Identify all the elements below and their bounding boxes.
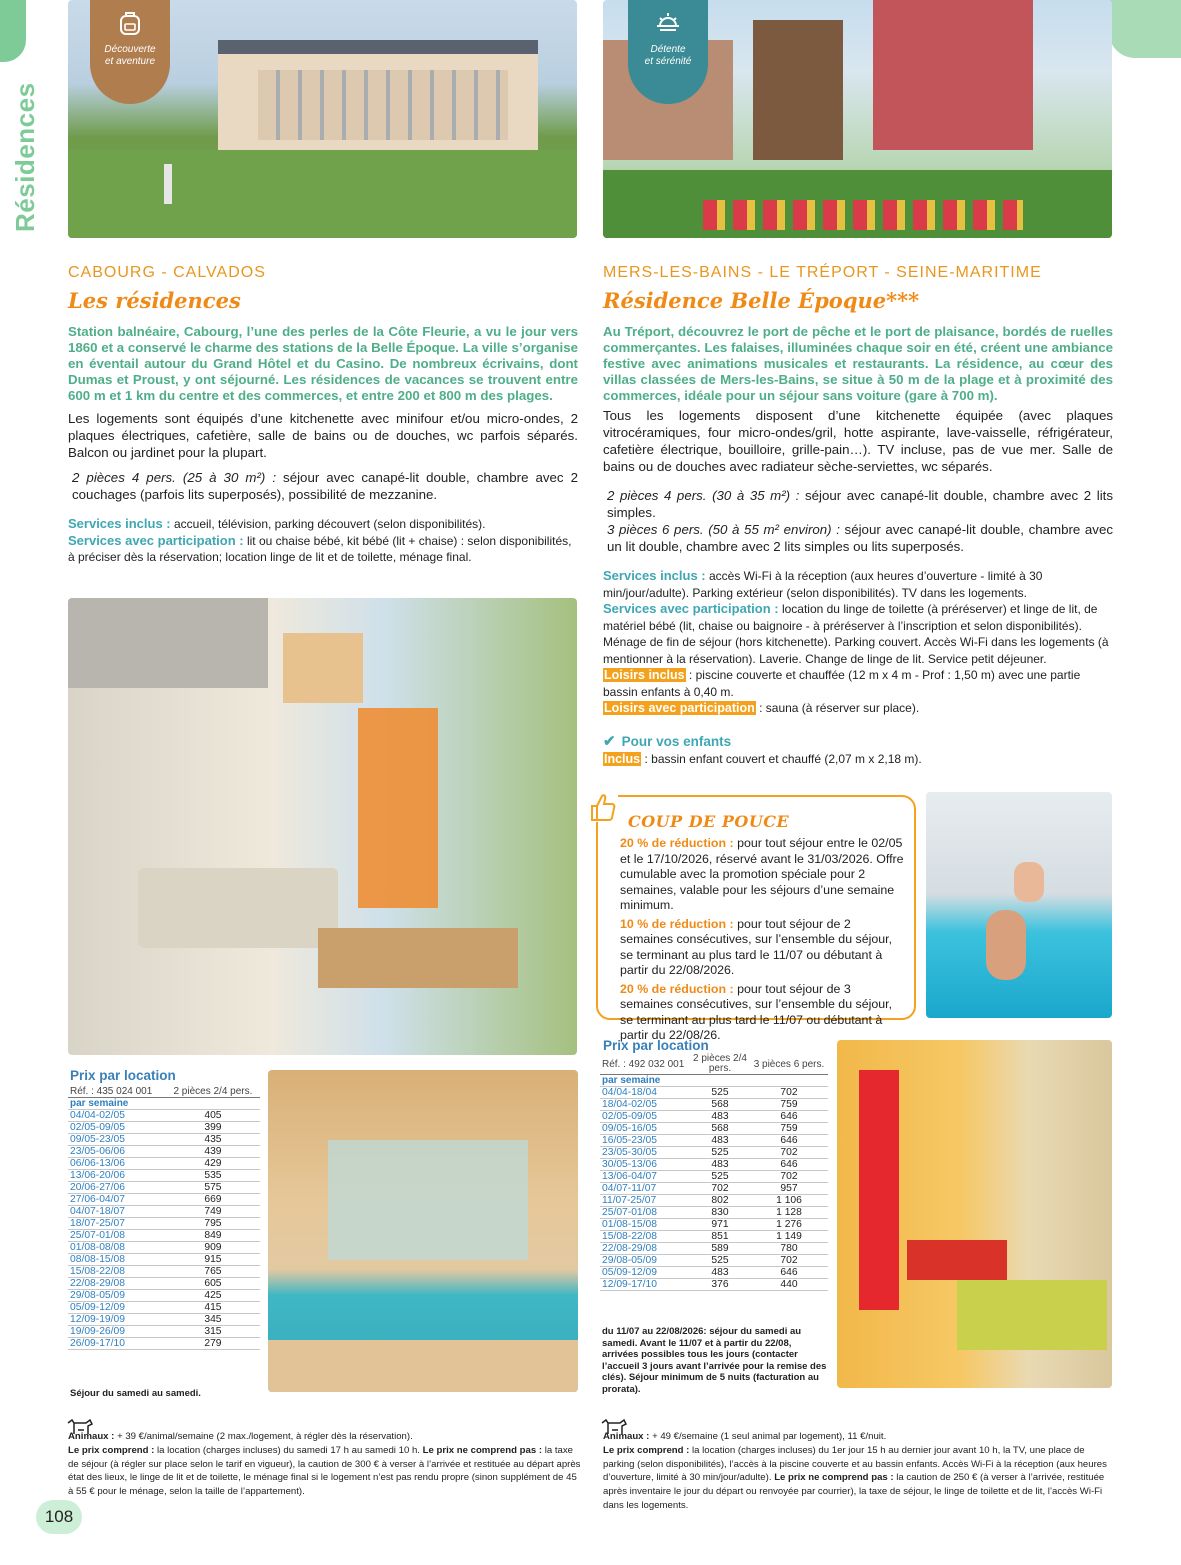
price-period: 19/09-26/09	[68, 1326, 166, 1338]
price-value: 525	[690, 1171, 750, 1183]
comprend-text: la location (charges incluses) du 1er jour 15 h au dernier jour avant 10 h, la TV, une place de parking (selon disponibilités), l’accès à la piscine couverte et au bassin enfants. Accès Wi-Fi à la réception (aux heures d’ouverture, limité à 30 min/jour/adulte).	[603, 1444, 1107, 1484]
price-row	[600, 1255, 828, 1267]
price-col1: 2 pièces 2/4 pers.	[690, 1054, 750, 1075]
price-period: 18/07-25/07	[68, 1218, 166, 1230]
price-period: 13/06-20/06	[68, 1170, 166, 1182]
services-part-label: Services avec participation :	[603, 601, 779, 616]
price-row	[600, 1183, 828, 1195]
room-text: séjour avec canapé-lit double, chambre avec 2 couchages (parfois lits superposés), possibilité de mezzanine.	[72, 470, 578, 502]
price-period: 27/06-04/07	[68, 1194, 166, 1206]
price-period: 22/08-29/08	[68, 1278, 166, 1290]
price-period: 23/05-06/06	[68, 1146, 166, 1158]
price-period: 30/05-13/06	[600, 1159, 690, 1171]
price-row	[68, 1110, 260, 1122]
price-row	[68, 1266, 260, 1278]
price-value: 399	[166, 1122, 260, 1134]
price-value: 376	[690, 1279, 750, 1291]
price-period: 29/08-05/09	[600, 1255, 690, 1267]
price-row	[600, 1207, 828, 1219]
price-value: 702	[750, 1171, 828, 1183]
price-period: 18/04-02/05	[600, 1099, 690, 1111]
animals-label: Animaux :	[68, 1431, 115, 1442]
price-period: 11/07-25/07	[600, 1195, 690, 1207]
loisirs-part-label: Loisirs avec participation	[604, 701, 755, 715]
price-period: 25/07-01/08	[600, 1207, 690, 1219]
kids-label: Inclus	[604, 752, 641, 766]
price-row	[600, 1231, 828, 1243]
price-row	[68, 1146, 260, 1158]
price-value: 780	[750, 1243, 828, 1255]
photo-indoor-pool-family	[926, 792, 1112, 1018]
left-region: CABOURG - CALVADOS	[68, 264, 266, 281]
price-period: 22/08-29/08	[600, 1243, 690, 1255]
kids-line: Inclus : bassin enfant couvert et chauffé (2,07 m x 2,18 m).	[604, 752, 922, 766]
ne-comprend-text: la taxe de séjour (à régler sur place selon le tarif en vigueur), la caution de 300 € à verser à l’arrivée et restituée au départ après état des lieux, le linge de lit et de toilette, le ménage final si le logement n’est pas rendu propre (sinon supplément de 45 à 55 € pour le ménage, selon la taille de l’appartement).	[68, 1444, 581, 1498]
price-row	[68, 1134, 260, 1146]
price-period: 12/09-19/09	[68, 1314, 166, 1326]
price-value: 830	[690, 1207, 750, 1219]
price-period: 09/05-23/05	[68, 1134, 166, 1146]
price-row	[68, 1182, 260, 1194]
price-value: 483	[690, 1267, 750, 1279]
price-value: 575	[166, 1182, 260, 1194]
price-row	[68, 1278, 260, 1290]
photo-cabourg-living-room	[68, 598, 577, 1055]
price-value: 525	[690, 1087, 750, 1099]
price-row	[600, 1267, 828, 1279]
price-row	[68, 1254, 260, 1266]
animals-text: + 49 €/semaine (1 seul animal par logement), 11 €/nuit.	[652, 1431, 887, 1442]
ne-comprend-label: Le prix ne comprend pas :	[774, 1472, 894, 1484]
badge-detente	[628, 0, 708, 104]
offer-2: 10 % de réduction : pour tout séjour de 2 semaines consécutives, sur l’ensemble du séjour, se terminant au plus tard le 11/07 ou débutant à partir du 22/08/2026.	[620, 916, 893, 977]
corner-tab-right	[1109, 0, 1181, 58]
room1-label: 2 pièces 4 pers. (30 à 35 m²) :	[607, 488, 800, 503]
price-value: 915	[166, 1254, 260, 1266]
price-row	[68, 1122, 260, 1134]
animals-text: + 39 €/animal/semaine (2 max./logement, à régler dès la réservation).	[117, 1431, 413, 1442]
price-row	[600, 1243, 828, 1255]
price-row	[600, 1123, 828, 1135]
services-label: Services inclus :	[68, 516, 171, 531]
price-row	[68, 1314, 260, 1326]
price-col: 2 pièces 2/4 pers.	[166, 1086, 260, 1098]
right-title: Résidence Belle Époque***	[603, 288, 920, 313]
price-row	[68, 1218, 260, 1230]
price-table-head	[600, 1054, 828, 1075]
price-value: 483	[690, 1159, 750, 1171]
comprend-label: Le prix comprend :	[603, 1444, 690, 1456]
price-value: 440	[750, 1279, 828, 1291]
price-value: 1 149	[750, 1231, 828, 1243]
price-row	[68, 1230, 260, 1242]
price-row	[600, 1147, 828, 1159]
page-number: 108	[36, 1500, 82, 1534]
price-period: 20/06-27/06	[68, 1182, 166, 1194]
price-value: 1 276	[750, 1219, 828, 1231]
price-period: 05/09-12/09	[68, 1302, 166, 1314]
price-period: 08/08-15/08	[68, 1254, 166, 1266]
price-value: 535	[166, 1170, 260, 1182]
right-price-table	[600, 1054, 828, 1291]
price-period: 15/08-22/08	[68, 1266, 166, 1278]
price-row	[68, 1302, 260, 1314]
services-part-text: location du linge de toilette (à préréserver) et linge de lit, de matériel bébé (lit, chaise ou baignoire - à préréserver à l’inscription et selon disponibilités). Ménage de fin de séjour (hors kitchenette). Parking couvert. Accès Wi-Fi dans les logements (à mentionner à la réservation). Laverie. Change de linge de lit. Service petit déjeuner.	[603, 602, 1109, 666]
check-icon: ✔	[603, 733, 616, 750]
price-col2: 3 pièces 6 pers.	[750, 1054, 828, 1075]
price-value: 669	[166, 1194, 260, 1206]
price-row	[600, 1135, 828, 1147]
price-period: 01/08-15/08	[600, 1219, 690, 1231]
coup-de-pouce-title: COUP DE POUCE	[628, 812, 790, 831]
price-value: 483	[690, 1135, 750, 1147]
price-period: 04/07-18/07	[68, 1206, 166, 1218]
price-row	[68, 1206, 260, 1218]
price-row	[600, 1111, 828, 1123]
loisirs-text: piscine couverte et chauffée (12 m x 4 m - Prof : 1,50 m) avec une partie bassin enfants à 0,40 m.	[603, 668, 1081, 699]
price-value: 646	[750, 1111, 828, 1123]
loisirs-part-text: sauna (à réserver sur place).	[765, 701, 920, 715]
services-text: accueil, télévision, parking découvert (selon disponibilités).	[173, 517, 486, 531]
left-price-note: Séjour du samedi au samedi.	[70, 1388, 201, 1399]
price-value: 415	[166, 1302, 260, 1314]
per-week: par semaine	[600, 1075, 690, 1087]
price-value: 795	[166, 1218, 260, 1230]
price-sub-head	[600, 1075, 828, 1087]
photo-cabourg-pool	[268, 1070, 578, 1392]
price-value: 589	[690, 1243, 750, 1255]
price-period: 05/09-12/09	[600, 1267, 690, 1279]
price-row	[600, 1099, 828, 1111]
price-value: 345	[166, 1314, 260, 1326]
per-week: par semaine	[68, 1098, 166, 1110]
right-footer	[603, 1430, 1117, 1513]
services-text: accès Wi-Fi à la réception (aux heures d’ouverture - limité à 30 min/jour/adulte). Parking extérieur (selon disponibilités). TV dans les logements.	[603, 569, 1043, 600]
offer-3: 20 % de réduction : pour tout séjour de 3 semaines consécutives, sur l’ensemble du séjour, se terminant au plus tard le 11/07 ou débutant à partir du 22/08/26.	[620, 981, 893, 1042]
price-value: 702	[750, 1147, 828, 1159]
price-value: 483	[690, 1111, 750, 1123]
price-period: 06/06-13/06	[68, 1158, 166, 1170]
services-part-label: Services avec participation :	[68, 532, 244, 548]
comprend-label: Le prix comprend :	[68, 1444, 155, 1456]
right-equipment: Tous les logements disposent d’une kitchenette équipée (avec plaques vitrocéramiques, four micro-ondes/gril, hotte aspirante, lave-vaisselle, réfrigérateur, cafetière électrique, bouilloire, grille-pain…). TV incluse, pas de vue mer. Salle de bains ou de douches avec radiateur sèche-serviettes, wc séparés.	[603, 408, 1113, 474]
price-period: 13/06-04/07	[600, 1171, 690, 1183]
price-period: 26/09-17/10	[68, 1338, 166, 1350]
price-period: 09/05-16/05	[600, 1123, 690, 1135]
left-footer	[68, 1430, 581, 1499]
price-sub-head	[68, 1098, 260, 1110]
price-value: 605	[166, 1278, 260, 1290]
price-value: 1 128	[750, 1207, 828, 1219]
price-row	[68, 1290, 260, 1302]
ne-comprend-label: Le prix ne comprend pas :	[422, 1444, 543, 1456]
price-period: 29/08-05/09	[68, 1290, 166, 1302]
side-section-label: Résidences	[10, 82, 40, 232]
badge-line2: et sérénité	[644, 56, 692, 67]
left-services	[68, 516, 580, 566]
price-row	[600, 1171, 828, 1183]
right-intro: Au Tréport, découvrez le port de pêche et le port de plaisance, bordés de ruelles commerçantes. Les falaises, illuminées chaque soir en été, créent une ambiance festive avec animations musicales et restaurants. La résidence, au cœur des villas classées de Mers-les-Bains, se situe à 50 m de la plage et à proximité des commerces, idéale pour un séjour sans voiture (gare à 700 m).	[603, 324, 1113, 403]
price-row	[68, 1158, 260, 1170]
price-ref: Réf. : 492 032 001	[600, 1054, 690, 1075]
price-value: 849	[166, 1230, 260, 1242]
price-row	[600, 1159, 828, 1171]
badge-decouverte	[90, 0, 170, 104]
badge-line1: Détente	[650, 44, 686, 55]
price-value: 646	[750, 1135, 828, 1147]
left-room	[68, 469, 578, 503]
price-value: 435	[166, 1134, 260, 1146]
price-value: 759	[750, 1123, 828, 1135]
room2-label: 3 pièces 6 pers. (50 à 55 m² environ) :	[607, 522, 840, 537]
right-services: Services inclus : accès Wi-Fi à la réception (aux heures d’ouverture - limité à 30 min/jour/adulte). Parking extérieur (selon disponibilités). TV dans les logements. Services avec participation : location du linge de toilette (à préréserver) et linge de lit, de matériel bébé (lit, chaise ou baignoire - à préréserver à l’inscription et selon disponibilités). Ménage de fin de séjour (hors kitchenette). Parking couvert. Accès Wi-Fi dans les logements (à mentionner à la réservation). Laverie. Change de linge de lit. Service petit déjeuner. Loisirs inclus : piscine couverte et chauffée (12 m x 4 m - Prof : 1,50 m) avec une partie bassin enfants à 0,40 m. Loisirs avec participation : sauna (à réserver sur place).	[603, 568, 1109, 715]
price-period: 04/04-18/04	[600, 1087, 690, 1099]
room-label: 2 pièces 4 pers. (25 à 30 m²) :	[72, 470, 277, 485]
room2-text: séjour avec canapé-lit double, chambre avec un lit double, chambre avec 2 lits simples ou lits superposés.	[607, 522, 1113, 554]
left-intro: Station balnéaire, Cabourg, l’une des perles de la Côte Fleurie, a vu le jour vers 1860 et a conservé le charme des stations de la Belle Époque. La ville s’organise en éventail autour du Grand Hôtel et du Casino. De nombreux écrivains, dont Dumas et Proust, y ont séjourné. Les résidences de vacances se trouvent entre 600 m et 1 km du centre et des commerces, et entre 200 et 800 m des plages.	[68, 324, 578, 403]
price-value: 439	[166, 1146, 260, 1158]
price-period: 12/09-17/10	[600, 1279, 690, 1291]
price-value: 702	[750, 1087, 828, 1099]
price-value: 971	[690, 1219, 750, 1231]
animals-label: Animaux :	[603, 1431, 650, 1442]
price-value: 759	[750, 1099, 828, 1111]
price-row	[600, 1219, 828, 1231]
price-value: 425	[166, 1290, 260, 1302]
price-value: 405	[166, 1110, 260, 1122]
price-value: 568	[690, 1099, 750, 1111]
price-value: 279	[166, 1338, 260, 1350]
price-period: 04/04-02/05	[68, 1110, 166, 1122]
coup-de-pouce-offers	[620, 836, 906, 1047]
price-period: 16/05-23/05	[600, 1135, 690, 1147]
right-region: MERS-LES-BAINS - LE TRÉPORT - SEINE-MARITIME	[603, 264, 1042, 281]
price-table-head	[68, 1086, 260, 1098]
left-title: Les résidences	[68, 288, 241, 313]
price-row	[68, 1242, 260, 1254]
price-row	[68, 1194, 260, 1206]
ne-comprend-text: la caution de 250 € (à verser à l’arrivée, restituée après inventaire le jour du départ ou renvoyée par courrier), la taxe de séjour, le linge de toilette et de lit, l’accès Wi-Fi dans les logements.	[603, 1472, 1105, 1511]
price-row	[600, 1195, 828, 1207]
kids-text: bassin enfant couvert et chauffé (2,07 m x 2,18 m).	[651, 752, 922, 766]
comprend-text: la location (charges incluses) du samedi 17 h au samedi 10 h.	[157, 1444, 420, 1456]
price-value: 1 106	[750, 1195, 828, 1207]
price-value: 957	[750, 1183, 828, 1195]
right-price-title: Prix par location	[603, 1038, 709, 1053]
price-value: 749	[166, 1206, 260, 1218]
price-value: 525	[690, 1255, 750, 1267]
left-price-table	[68, 1086, 260, 1350]
price-period: 23/05-30/05	[600, 1147, 690, 1159]
services-label: Services inclus :	[603, 568, 706, 583]
price-value: 702	[750, 1255, 828, 1267]
badge-line2: et aventure	[104, 56, 156, 67]
sunset-icon	[656, 10, 680, 36]
price-row	[68, 1326, 260, 1338]
photo-mers-apartment	[837, 1040, 1112, 1388]
price-row	[600, 1087, 828, 1099]
price-row	[68, 1170, 260, 1182]
price-period: 15/08-22/08	[600, 1231, 690, 1243]
left-equipment: Les logements sont équipés d’une kitchenette avec minifour et/ou micro-ondes, 2 plaques électriques, cafetière, salle de bains ou de douches, wc parfois séparés. Balcon ou jardinet pour la plupart.	[68, 411, 578, 460]
right-rooms	[603, 487, 1113, 555]
kids-title: Pour vos enfants	[621, 734, 732, 749]
thumbs-up-icon	[584, 790, 620, 824]
kids-heading	[603, 732, 731, 750]
price-value: 429	[166, 1158, 260, 1170]
left-price-title: Prix par location	[70, 1068, 176, 1083]
price-period: 04/07-11/07	[600, 1183, 690, 1195]
price-value: 646	[750, 1267, 828, 1279]
price-value: 315	[166, 1326, 260, 1338]
price-period: 01/08-08/08	[68, 1242, 166, 1254]
price-value: 646	[750, 1159, 828, 1171]
price-value: 765	[166, 1266, 260, 1278]
price-ref: Réf. : 435 024 001	[68, 1086, 166, 1098]
room1-text: séjour avec canapé-lit double, chambre avec 2 lits simples.	[607, 488, 1113, 520]
price-value: 851	[690, 1231, 750, 1243]
price-period: 02/05-09/05	[600, 1111, 690, 1123]
loisirs-label: Loisirs inclus	[604, 668, 685, 682]
badge-line1: Découverte	[104, 44, 156, 55]
backpack-icon	[118, 10, 142, 36]
price-value: 802	[690, 1195, 750, 1207]
price-value: 702	[690, 1183, 750, 1195]
price-row	[68, 1338, 260, 1350]
price-value: 909	[166, 1242, 260, 1254]
services-part-text: lit ou chaise bébé, kit bébé (lit + chaise) : selon disponibilités, à préciser dès la réservation; location linge de lit et de toilette, ménage final.	[68, 533, 572, 564]
price-row	[600, 1279, 828, 1291]
price-period: 25/07-01/08	[68, 1230, 166, 1242]
offer-1: 20 % de réduction : pour tout séjour entre le 02/05 et le 17/10/2026, réservé avant le 31/03/2026. Offre cumulable avec la promotion spéciale pour 2 semaines, valable pour les séjours d’une semaine minimum.	[620, 836, 904, 912]
price-value: 568	[690, 1123, 750, 1135]
right-price-note: du 11/07 au 22/08/2026: séjour du samedi au samedi. Avant le 11/07 et à partir du 22/08, arrivées possibles tous les jours (contacter l’accueil 3 jours avant l’arrivée pour la remise des clés). Séjour minimum de 5 nuits (facturation au prorata).	[602, 1326, 827, 1395]
price-value: 525	[690, 1147, 750, 1159]
corner-tab-left	[0, 0, 26, 62]
price-period: 02/05-09/05	[68, 1122, 166, 1134]
